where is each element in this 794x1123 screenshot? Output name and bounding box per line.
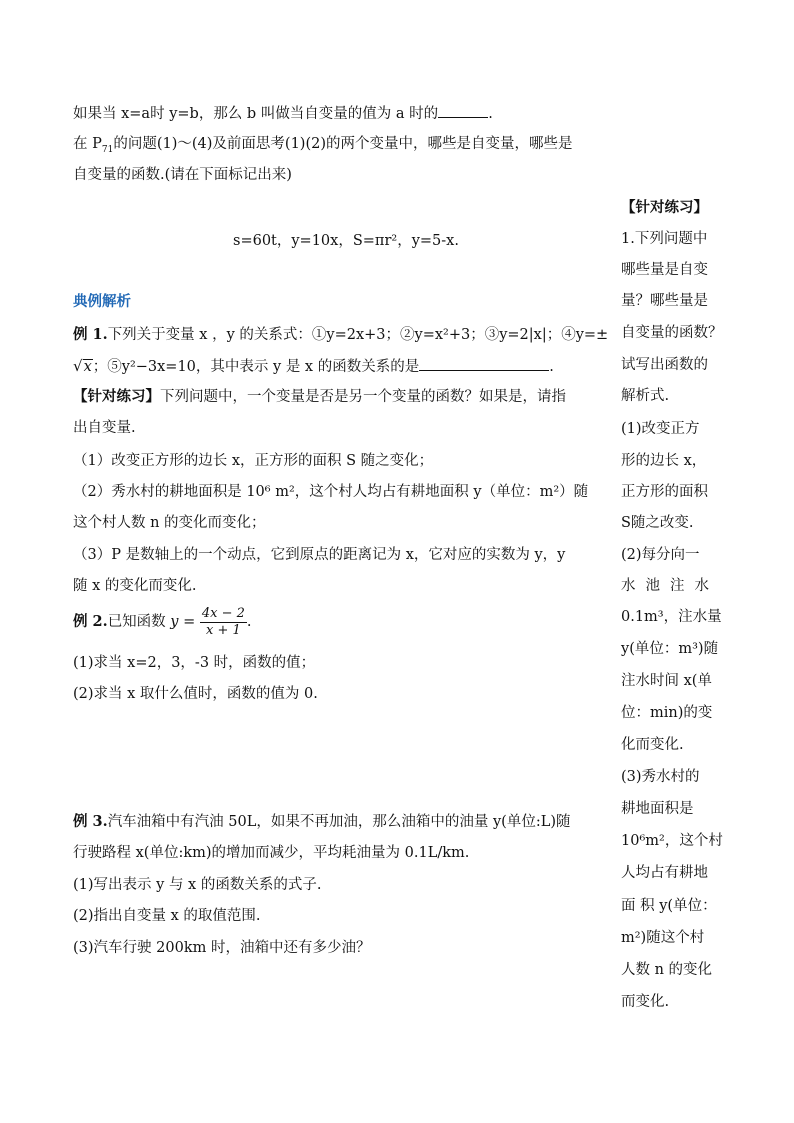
sqrt-content: x <box>83 359 92 375</box>
example2-q1: (1)求当 x=2，3，-3 时，函数的值； <box>73 655 316 671</box>
intro-line-1-text: 如果当 x=a时 y=b，那么 b 叫做当自变量的值为 a 时的 <box>73 106 439 122</box>
example3-line-2: 行驶路程 x(单位:km)的增加而减少，平均耗油量为 0.1L/km. <box>73 845 470 861</box>
practice-item-2: （2）秀水村的耕地面积是 10⁶ m²，这个村人均占有耕地面积 y（单位：m²）随 <box>73 484 589 500</box>
example3-line-1 <box>73 812 571 832</box>
example3-label: 例 3. <box>73 813 108 830</box>
example2-func-lhs: y = <box>170 614 196 630</box>
sidebar-line: 而变化. <box>621 994 670 1010</box>
intro-line-1-end: . <box>488 106 493 122</box>
example2-line-1 <box>73 604 252 640</box>
example2-label: 例 2. <box>73 613 108 630</box>
fraction-denominator: x + 1 <box>205 622 241 638</box>
sidebar-line: (1)改变正方 <box>621 421 700 437</box>
example3-q3: (3)汽车行驶 200km 时，油箱中还有多少油？ <box>73 940 371 956</box>
example3-q2: (2)指出自变量 x 的取值范围. <box>73 908 261 924</box>
sidebar-line: 试写出函数的 <box>621 357 708 373</box>
sqrt-icon: √ <box>73 357 83 375</box>
fraction-numerator: 4x − 2 <box>201 605 245 621</box>
example1-label: 例 1. <box>73 326 108 343</box>
example3-q1: (1)写出表示 y 与 x 的函数关系的式子. <box>73 877 322 893</box>
practice-line-1 <box>73 387 566 407</box>
sidebar-line: (3)秀水村的 <box>621 769 700 785</box>
sidebar-line: m²)随这个村 <box>621 930 705 946</box>
example2-tail: . <box>246 614 252 630</box>
sidebar-line: 面 积 y(单位： <box>621 898 717 914</box>
sidebar-line: 10⁶m²，这个村 <box>621 833 723 849</box>
sidebar-line: 1.下列问题中 <box>621 231 708 247</box>
sidebar-title: 【针对练习】 <box>621 199 708 216</box>
example1-text-b: ；⑤y²−3x=10，其中表示 y 是 x 的函数关系的是 <box>92 359 420 375</box>
sidebar-line: y(单位：m³)随 <box>621 641 719 657</box>
intro-line-3: 自变量的函数.(请在下面标记出来) <box>73 167 292 183</box>
section-title: 典例解析 <box>73 293 131 310</box>
practice-item-3-cont: 随 x 的变化而变化. <box>73 578 197 594</box>
sidebar-line: 化而变化. <box>621 737 684 753</box>
example1-line-2 <box>73 356 554 377</box>
intro-line-2-pre: 在 P <box>73 136 102 152</box>
sidebar-line: 形的边长 x， <box>621 453 707 469</box>
sidebar-line: 解析式. <box>621 388 670 404</box>
practice-text-a: 下列问题中，一个变量是否是另一个变量的函数？如果是，请指 <box>160 389 566 405</box>
sidebar-line: 自变量的函数？ <box>621 325 723 341</box>
answer-blank <box>438 103 488 118</box>
sidebar-line: 哪些量是自变 <box>621 262 708 278</box>
sidebar-line: 位：min)的变 <box>621 705 713 721</box>
example2-fraction <box>200 606 247 639</box>
practice-item-2-cont: 这个村人数 n 的变化而变化； <box>73 515 266 531</box>
example1-text-b-end: . <box>549 359 554 375</box>
sidebar-line: 正方形的面积 <box>621 484 708 500</box>
example1-blank <box>419 356 549 371</box>
sidebar-line: S随之改变. <box>621 515 694 531</box>
intro-line-2 <box>73 134 572 154</box>
sidebar-line: 量？哪些量是 <box>621 293 708 309</box>
sidebar-line: 人均占有耕地 <box>621 865 708 881</box>
practice-label: 【针对练习】 <box>73 388 160 405</box>
example1-line-1 <box>73 325 608 345</box>
practice-item-3: （3）P 是数轴上的一个动点，它到原点的距离记为 x，它对应的实数为 y，y <box>73 547 566 563</box>
sidebar-line: 注水时间 x(单 <box>621 673 712 689</box>
example1-text-a: 下列关于变量 x ，y 的关系式：①y=2x+3；②y=x²+3；③y=2|x|；④y=± <box>107 327 609 343</box>
intro-line-1 <box>73 103 493 124</box>
sidebar-line: 0.1m³，注水量 <box>621 609 722 625</box>
example2-text: 已知函数 <box>107 614 166 630</box>
intro-formulas: s=60t，y=10x，S=πr²，y=5-x. <box>233 233 459 249</box>
practice-item-1: （1）改变正方形的边长 x，正方形的面积 S 随之变化； <box>73 453 434 469</box>
sidebar-line: (2)每分向一 <box>621 547 700 563</box>
intro-line-2-post: 的问题(1)～(4)及前面思考(1)(2)的两个变量中，哪些是自变量，哪些是 <box>113 136 573 152</box>
intro-line-2-sub: 71 <box>101 144 114 155</box>
practice-line-2: 出自变量. <box>73 420 136 436</box>
example3-text-1: 汽车油箱中有汽油 50L，如果不再加油，那么油箱中的油量 y(单位:L)随 <box>107 814 571 830</box>
sidebar-line: 水池注水 <box>621 578 719 594</box>
sidebar-line: 耕地面积是 <box>621 801 694 817</box>
example2-q2: (2)求当 x 取什么值时，函数的值为 0. <box>73 686 318 702</box>
sidebar-line: 人数 n 的变化 <box>621 962 713 978</box>
